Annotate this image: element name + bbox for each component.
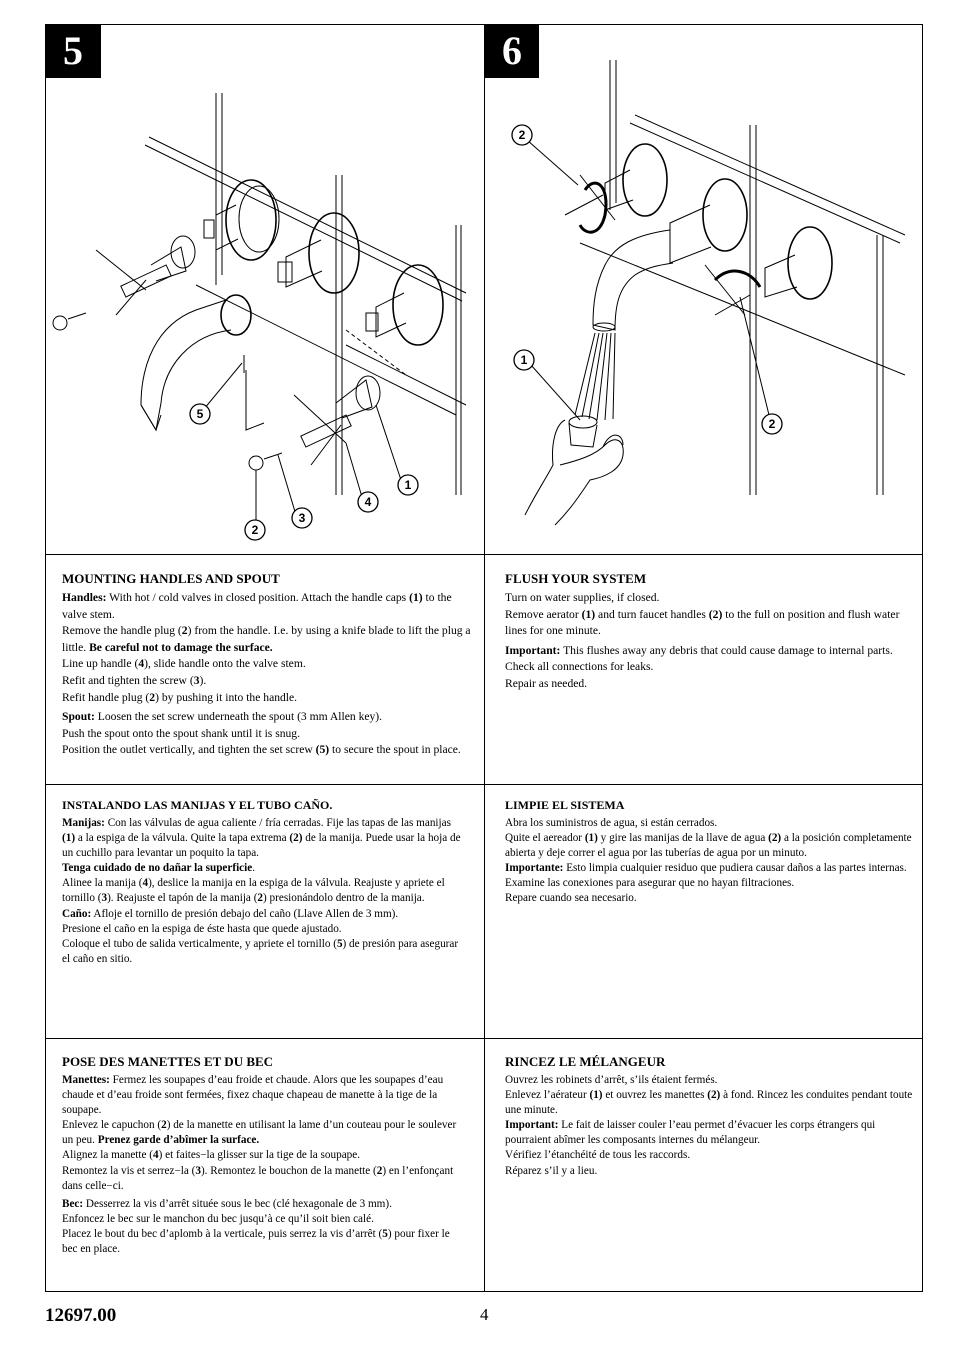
section-title: LIMPIE EL SISTEMA: [505, 798, 625, 812]
section-title: FLUSH YOUR SYSTEM: [505, 571, 647, 586]
paragraph: Examine las conexiones para asegurar que no hayan filtraciones.: [505, 877, 795, 890]
callout-label: 2: [518, 128, 526, 142]
paragraph: Turn on water supplies, if closed.: [505, 591, 660, 604]
paragraph: Presione el caño en la espiga de éste hasta que quede ajustado.: [62, 922, 342, 935]
step-number-5: 5: [45, 24, 101, 78]
paragraph: Remove the handle plug (2) from the handle. I.e. by using a knife blade to lift the plug a little. Be careful not to damage the surface.: [62, 624, 471, 654]
paragraph: Position the outlet vertically, and tighten the set screw (5) to secure the spout in place.: [62, 743, 461, 757]
paragraph: Bec: Desserrez la vis d’arrêt située sous le bec (clé hexagonale de 3 mm).: [62, 1197, 392, 1210]
paragraph: Réparez s’il y a lieu.: [505, 1164, 598, 1177]
paragraph: Caño: Afloje el tornillo de presión debajo del caño (Llave Allen de 3 mm).: [62, 907, 399, 920]
paragraph: Important: Le fait de laisser couler l’eau permet d’évacuer les corps étrangers qui pourraient abîmer les composants internes du mélangeur.: [505, 1119, 876, 1147]
paragraph: Refit handle plug (2) by pushing it into the handle.: [62, 690, 298, 704]
paragraph: Refit and tighten the screw (3).: [62, 673, 207, 687]
row-divider-illustration: [45, 554, 923, 555]
paragraph: Check all connections for leaks.: [505, 660, 654, 674]
paragraph: Enlevez le capuchon (2) de la manette en utilisant la lame d’un couteau pour le soulever un peu. Prenez garde d’abîmer la surface.: [62, 1119, 457, 1147]
callout-label: 2: [768, 417, 776, 431]
paragraph: Spout: Loosen the set screw underneath the spout (3 mm Allen key).: [62, 710, 383, 724]
paragraph: Important: This flushes away any debris that could cause damage to internal parts.: [505, 643, 893, 657]
paragraph: Coloque el tubo de salida verticalmente, y apriete el tornillo (5) de presión para asegurar el caño en sitio.: [62, 937, 459, 965]
illustration-flush-system: [485, 25, 922, 553]
section-title: POSE DES MANETTES ET DU BEC: [62, 1054, 274, 1069]
paragraph: Remove aerator (1) and turn faucet handles (2) to the full on position and flush water lines for one minute.: [505, 607, 900, 638]
paragraph: Push the spout onto the spout shank until it is snug.: [62, 726, 301, 740]
section-fr-mounting: [62, 1054, 466, 1257]
paragraph: Tenga cuidado de no dañar la superficie.: [62, 862, 256, 875]
paragraph: Alignez la manette (4) et faites−la glisser sur la tige de la soupape.: [62, 1149, 361, 1162]
model-number: 12697.00: [45, 1305, 117, 1326]
paragraph: Enfoncez le bec sur le manchon du bec jusqu’à ce qu’il soit bien calé.: [62, 1212, 374, 1225]
paragraph: Manettes: Fermez les soupapes d’eau froide et chaude. Alors que les soupapes d’eau chaude et d’eau froide sont fermées, fixez chaque chapeau de manette à la tige de la soupape.: [62, 1074, 444, 1117]
row-divider-english: [45, 784, 923, 785]
callout-label: 4: [364, 495, 372, 509]
section-en-mounting: [62, 571, 476, 759]
paragraph: Enlevez l’aérateur (1) et ouvrez les manettes (2) à fond. Rincez les conduites pendant toute une minute.: [505, 1089, 913, 1117]
section-title: RINCEZ LE MÉLANGEUR: [505, 1054, 666, 1069]
callout-label: 5: [196, 407, 204, 421]
row-divider-spanish: [45, 1038, 923, 1039]
paragraph: Line up handle (4), slide handle onto the valve stem.: [62, 657, 306, 671]
section-title: MOUNTING HANDLES AND SPOUT: [62, 571, 280, 586]
callout-label: 3: [298, 511, 306, 525]
section-title: INSTALANDO LAS MANIJAS Y EL TUBO CAÑO.: [62, 798, 333, 812]
section-en-flush: [505, 571, 917, 693]
page-number: 4: [480, 1305, 489, 1324]
paragraph: Placez le bout du bec d’aplomb à la verticale, puis serrez la vis d’arrêt (5) pour fixer le bec en place.: [62, 1227, 450, 1256]
paragraph: Repare cuando sea necesario.: [505, 892, 637, 905]
callout-label: 1: [404, 478, 412, 492]
paragraph: Remontez la vis et serrez−la (3). Remontez le bouchon de la manette (2) en l’enfonçant dans celle−ci.: [62, 1164, 454, 1192]
callout-label: 1: [520, 353, 528, 367]
section-es-mounting: [62, 797, 462, 967]
paragraph: Abra los suministros de agua, si están cerrados.: [505, 817, 718, 829]
paragraph: Ouvrez les robinets d’arrêt, s’ils étaient fermés.: [505, 1074, 718, 1086]
step-number-6: 6: [485, 24, 539, 78]
paragraph: Manijas: Con las válvulas de agua caliente / fría cerradas. Fije las tapas de las manijas (1) a la espiga de la válvula. Quite la tapa extrema (2) de la manija. Puede usar la hoja de un cuchillo para levantar un poquito la tapa.: [62, 817, 461, 860]
paragraph: Importante: Esto limpia cualquier residuo que pudiera causar daños a las partes internas.: [505, 862, 907, 875]
section-es-flush: [505, 797, 919, 907]
paragraph: Repair as needed.: [505, 676, 588, 690]
callout-label: 2: [251, 523, 259, 537]
paragraph: Handles: With hot / cold valves in closed position. Attach the handle caps (1) to the valve stem.: [62, 591, 452, 621]
paragraph: Vérifiez l’étanchéité de tous les raccords.: [505, 1149, 691, 1162]
illustration-mounting-handles: [46, 25, 483, 553]
section-fr-flush: [505, 1054, 917, 1179]
paragraph: Quite el aereador (1) y gire las manijas de la llave de agua (2) a la posición completamente abierta y deje correr el agua por las tuberías de agua por un minuto.: [505, 832, 912, 860]
paragraph: Alinee la manija (4), deslice la manija en la espiga de la válvula. Reajuste y apriete el tornillo (3). Reajuste el tapón de la manija (2) presionándolo dentro de la manija.: [62, 877, 445, 905]
